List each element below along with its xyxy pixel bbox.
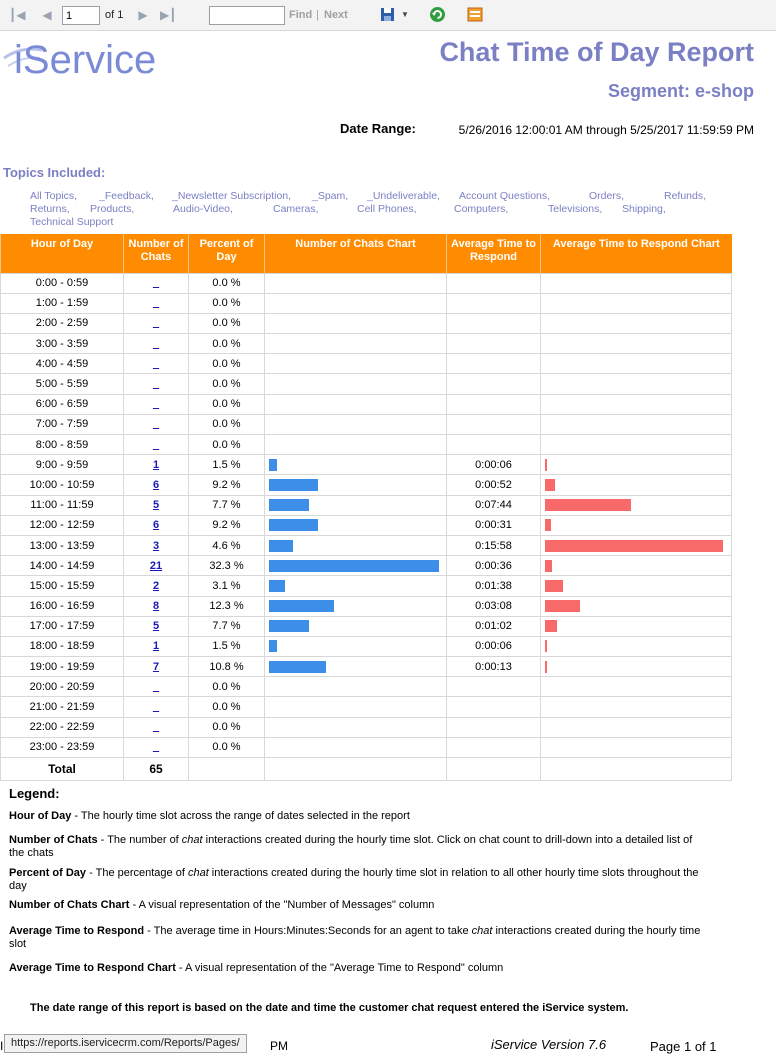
chats-chart-cell — [265, 394, 447, 414]
chat-count-link[interactable]: _ — [152, 701, 160, 714]
footer-fragment-pm: PM — [270, 1039, 288, 1053]
topic-item: Cell Phones, — [357, 203, 417, 215]
chat-count-link[interactable]: 21 — [149, 559, 163, 572]
hour-cell: 4:00 - 4:59 — [1, 354, 124, 374]
report-title: Chat Time of Day Report — [439, 37, 754, 67]
count-cell — [124, 717, 189, 737]
col-header-avg-time: Average Time to Respond — [447, 234, 541, 273]
hour-cell: 8:00 - 8:59 — [1, 435, 124, 455]
table-row — [1, 576, 732, 596]
chats-bar — [269, 499, 309, 511]
avg-time-cell — [447, 414, 541, 434]
percent-cell: 10.8 % — [189, 657, 265, 677]
chats-chart-cell — [265, 435, 447, 455]
percent-cell: 7.7 % — [189, 495, 265, 515]
chats-chart-cell — [265, 616, 447, 636]
avg-time-cell — [447, 717, 541, 737]
topic-item: Computers, — [454, 203, 509, 215]
table-row — [1, 435, 732, 455]
chats-chart-cell — [265, 414, 447, 434]
count-cell — [124, 394, 189, 414]
chat-count-link[interactable]: _ — [152, 357, 160, 370]
avg-time-cell: 0:00:06 — [447, 455, 541, 475]
avg-chart-cell — [541, 435, 732, 455]
total-label: Total — [1, 758, 124, 781]
topic-item: All Topics, — [30, 190, 78, 202]
topic-item: Audio-Video, — [173, 203, 233, 215]
chats-chart-cell — [265, 354, 447, 374]
percent-cell: 0.0 % — [189, 414, 265, 434]
legend-term: Average Time to Respond Chart — [9, 962, 176, 974]
report-table — [0, 234, 732, 781]
table-row — [1, 293, 732, 313]
avg-time-cell: 0:15:58 — [447, 535, 541, 555]
table-row — [1, 535, 732, 555]
footer-fragment: I — [0, 1039, 4, 1053]
date-range-value: 5/26/2016 12:00:01 AM through 5/25/2017 11:59:59 PM — [458, 123, 754, 137]
avg-time-bar — [545, 479, 555, 491]
topic-item: Shipping, — [622, 203, 666, 215]
count-cell — [124, 495, 189, 515]
table-row — [1, 515, 732, 535]
page-count-label: of 1 — [105, 9, 124, 21]
count-cell — [124, 556, 189, 576]
avg-chart-cell — [541, 556, 732, 576]
avg-chart-cell — [541, 495, 732, 515]
topic-item: Products, — [90, 203, 135, 215]
col-header-count: Number of Chats — [124, 234, 189, 273]
hour-cell: 17:00 - 17:59 — [1, 616, 124, 636]
avg-chart-cell — [541, 515, 732, 535]
avg-chart-cell — [541, 374, 732, 394]
chats-chart-cell — [265, 334, 447, 354]
percent-cell: 0.0 % — [189, 737, 265, 757]
chat-count-link[interactable]: 1 — [152, 458, 160, 471]
table-row — [1, 677, 732, 697]
avg-chart-cell — [541, 394, 732, 414]
chat-count-link[interactable]: _ — [152, 741, 160, 754]
chats-chart-cell — [265, 576, 447, 596]
hour-cell: 21:00 - 21:59 — [1, 697, 124, 717]
avg-chart-cell — [541, 677, 732, 697]
chats-chart-cell — [265, 596, 447, 616]
chats-bar — [269, 661, 326, 673]
percent-cell: 32.3 % — [189, 556, 265, 576]
topic-item: _Newsletter Subscription, — [172, 190, 292, 202]
avg-chart-cell — [541, 273, 732, 293]
avg-time-cell — [447, 334, 541, 354]
topic-item: _Feedback, — [99, 190, 154, 202]
chat-count-link[interactable]: _ — [152, 438, 160, 451]
legend-term: Average Time to Respond — [9, 925, 145, 937]
table-row — [1, 556, 732, 576]
hour-cell: 18:00 - 18:59 — [1, 636, 124, 656]
percent-cell: 1.5 % — [189, 636, 265, 656]
segment-label: Segment: e-shop — [607, 81, 754, 101]
chat-count-link[interactable]: 5 — [152, 499, 160, 512]
topic-item: Returns, — [30, 203, 70, 215]
version-label: iService Version 7.6 — [491, 1037, 607, 1052]
date-range-label: Date Range: — [340, 121, 416, 136]
chats-bar — [269, 620, 309, 632]
chat-count-link[interactable]: 2 — [152, 579, 160, 592]
last-page-icon[interactable]: ▶┃ — [160, 8, 177, 22]
col-header-chats-chart: Number of Chats Chart — [265, 234, 447, 273]
avg-chart-cell — [541, 717, 732, 737]
topic-item: Orders, — [589, 190, 625, 202]
chat-count-link[interactable]: _ — [152, 418, 160, 431]
col-header-avg-chart: Average Time to Respond Chart — [541, 234, 732, 273]
legend-term: Hour of Day — [9, 810, 72, 822]
page-info: Page 1 of 1 — [650, 1039, 717, 1054]
avg-time-cell: 0:00:52 — [447, 475, 541, 495]
chat-count-link[interactable]: _ — [152, 317, 160, 330]
legend-description: - A visual representation of the "Average Time to Respond" column — [175, 962, 504, 974]
previous-page-icon[interactable]: ◀ — [42, 8, 52, 22]
table-row — [1, 354, 732, 374]
chat-count-link[interactable]: _ — [152, 680, 160, 693]
avg-chart-cell — [541, 636, 732, 656]
topic-item: Technical Support — [30, 216, 114, 228]
count-cell — [124, 576, 189, 596]
chat-count-link[interactable]: _ — [152, 297, 160, 310]
table-row — [1, 737, 732, 757]
chats-chart-cell — [265, 636, 447, 656]
avg-time-bar — [545, 620, 557, 632]
chats-chart-cell — [265, 515, 447, 535]
avg-time-cell: 0:07:44 — [447, 495, 541, 515]
table-row — [1, 657, 732, 677]
chats-bar — [269, 519, 318, 531]
legend-item — [9, 834, 709, 860]
avg-chart-cell — [541, 414, 732, 434]
avg-time-bar — [545, 540, 723, 552]
hour-cell: 10:00 - 10:59 — [1, 475, 124, 495]
count-cell — [124, 334, 189, 354]
topic-item: Account Questions, — [459, 190, 551, 202]
avg-chart-cell — [541, 737, 732, 757]
export-icon[interactable] — [380, 7, 396, 22]
percent-cell: 3.1 % — [189, 576, 265, 596]
avg-time-cell: 0:00:36 — [447, 556, 541, 576]
avg-time-cell — [447, 677, 541, 697]
legend-description: - A visual representation of the "Number of Messages" column — [129, 899, 435, 911]
chat-count-link[interactable]: _ — [152, 337, 160, 350]
count-cell — [124, 455, 189, 475]
table-row — [1, 616, 732, 636]
avg-chart-cell — [541, 334, 732, 354]
avg-time-bar — [545, 499, 631, 511]
count-cell — [124, 354, 189, 374]
avg-chart-cell — [541, 576, 732, 596]
report-viewer-toolbar — [0, 0, 776, 31]
next-page-icon[interactable]: ▶ — [138, 8, 148, 22]
percent-cell: 0.0 % — [189, 273, 265, 293]
toolbar-separator: | — [316, 9, 319, 21]
avg-chart-cell — [541, 475, 732, 495]
legend-description-end: interactions created during the hourly time slot — [9, 925, 701, 950]
topic-item: Refunds, — [664, 190, 707, 202]
avg-chart-cell — [541, 535, 732, 555]
avg-time-cell — [447, 435, 541, 455]
count-cell — [124, 293, 189, 313]
chat-count-link[interactable]: 7 — [152, 660, 160, 673]
col-header-percent: Percent of Day — [189, 234, 265, 273]
legend-description: - The hourly time slot across the range of dates selected in the report — [71, 810, 410, 822]
chats-bar — [269, 540, 293, 552]
chats-chart-cell — [265, 556, 447, 576]
topic-item: Cameras, — [273, 203, 319, 215]
percent-cell: 0.0 % — [189, 313, 265, 333]
table-header-row — [1, 234, 732, 273]
percent-cell: 0.0 % — [189, 374, 265, 394]
count-cell — [124, 414, 189, 434]
count-cell — [124, 596, 189, 616]
hour-cell: 9:00 - 9:59 — [1, 455, 124, 475]
percent-cell: 0.0 % — [189, 677, 265, 697]
chats-chart-cell — [265, 313, 447, 333]
avg-chart-cell — [541, 616, 732, 636]
chats-chart-cell — [265, 657, 447, 677]
avg-time-cell — [447, 374, 541, 394]
chats-chart-cell — [265, 737, 447, 757]
avg-time-cell: 0:01:38 — [447, 576, 541, 596]
legend-description: - The percentage of — [86, 867, 188, 879]
count-cell — [124, 737, 189, 757]
percent-cell: 7.7 % — [189, 616, 265, 636]
chats-chart-cell — [265, 697, 447, 717]
chats-chart-cell — [265, 273, 447, 293]
percent-cell: 12.3 % — [189, 596, 265, 616]
avg-time-bar — [545, 640, 547, 652]
legend-emphasis: chat — [187, 867, 209, 879]
avg-chart-cell — [541, 455, 732, 475]
legend-description: - The number of — [97, 834, 182, 846]
hour-cell: 14:00 - 14:59 — [1, 556, 124, 576]
total-empty-cell — [541, 758, 732, 781]
avg-time-cell — [447, 737, 541, 757]
page-number-input[interactable] — [62, 6, 100, 25]
avg-time-cell — [447, 273, 541, 293]
avg-chart-cell — [541, 596, 732, 616]
avg-time-cell: 0:00:13 — [447, 657, 541, 677]
chat-count-link[interactable]: 8 — [152, 600, 160, 613]
avg-time-bar — [545, 600, 580, 612]
avg-time-cell: 0:00:31 — [447, 515, 541, 535]
hour-cell: 0:00 - 0:59 — [1, 273, 124, 293]
hour-cell: 7:00 - 7:59 — [1, 414, 124, 434]
avg-chart-cell — [541, 293, 732, 313]
table-row — [1, 455, 732, 475]
percent-cell: 4.6 % — [189, 535, 265, 555]
table-row — [1, 374, 732, 394]
chats-chart-cell — [265, 717, 447, 737]
legend-term: Number of Chats — [9, 834, 98, 846]
avg-time-cell — [447, 394, 541, 414]
percent-cell: 9.2 % — [189, 475, 265, 495]
logo-text: iService — [14, 38, 157, 82]
avg-chart-cell — [541, 697, 732, 717]
count-cell — [124, 313, 189, 333]
chat-count-link[interactable]: _ — [152, 721, 160, 734]
hour-cell: 13:00 - 13:59 — [1, 535, 124, 555]
table-row — [1, 313, 732, 333]
avg-time-cell — [447, 293, 541, 313]
chats-chart-cell — [265, 455, 447, 475]
hour-cell: 3:00 - 3:59 — [1, 334, 124, 354]
table-row — [1, 596, 732, 616]
avg-time-cell: 0:01:02 — [447, 616, 541, 636]
legend-item — [9, 899, 709, 912]
table-row — [1, 414, 732, 434]
first-page-icon[interactable]: ┃◀ — [9, 8, 26, 22]
find-next-link[interactable]: Next — [324, 9, 348, 21]
refresh-icon[interactable] — [429, 6, 446, 23]
col-header-hour: Hour of Day — [1, 234, 124, 273]
count-cell — [124, 636, 189, 656]
count-cell — [124, 535, 189, 555]
avg-time-bar — [545, 580, 563, 592]
total-row — [1, 758, 732, 781]
legend-item — [9, 810, 709, 823]
hour-cell: 15:00 - 15:59 — [1, 576, 124, 596]
chats-chart-cell — [265, 475, 447, 495]
percent-cell: 0.0 % — [189, 717, 265, 737]
avg-time-cell — [447, 313, 541, 333]
count-cell — [124, 616, 189, 636]
hour-cell: 2:00 - 2:59 — [1, 313, 124, 333]
table-row — [1, 636, 732, 656]
percent-cell: 0.0 % — [189, 293, 265, 313]
legend-item — [9, 925, 709, 951]
table-row — [1, 697, 732, 717]
avg-chart-cell — [541, 313, 732, 333]
total-value: 65 — [124, 758, 189, 781]
count-cell — [124, 273, 189, 293]
count-cell — [124, 515, 189, 535]
count-cell — [124, 475, 189, 495]
chats-chart-cell — [265, 495, 447, 515]
avg-time-cell: 0:00:06 — [447, 636, 541, 656]
percent-cell: 0.0 % — [189, 697, 265, 717]
chat-count-link[interactable]: 1 — [152, 640, 160, 653]
hour-cell: 11:00 - 11:59 — [1, 495, 124, 515]
table-row — [1, 717, 732, 737]
avg-time-cell — [447, 354, 541, 374]
avg-chart-cell — [541, 657, 732, 677]
chats-chart-cell — [265, 535, 447, 555]
hour-cell: 1:00 - 1:59 — [1, 293, 124, 313]
avg-time-cell: 0:03:08 — [447, 596, 541, 616]
legend-item — [9, 867, 709, 893]
percent-cell: 0.0 % — [189, 394, 265, 414]
chats-chart-cell — [265, 293, 447, 313]
table-row — [1, 394, 732, 414]
legend-title: Legend: — [9, 786, 60, 801]
hour-cell: 19:00 - 19:59 — [1, 657, 124, 677]
find-link[interactable]: Find — [289, 9, 313, 21]
avg-chart-cell — [541, 354, 732, 374]
total-empty-cell — [189, 758, 265, 781]
topic-item: _Spam, — [312, 190, 349, 202]
export-dropdown-icon[interactable]: ▼ — [401, 10, 409, 19]
percent-cell: 9.2 % — [189, 515, 265, 535]
table-row — [1, 273, 732, 293]
table-row — [1, 475, 732, 495]
chats-bar — [269, 560, 439, 572]
table-row — [1, 334, 732, 354]
hour-cell: 22:00 - 22:59 — [1, 717, 124, 737]
topic-item: Televisions, — [548, 203, 603, 215]
chats-bar — [269, 459, 277, 471]
chats-bar — [269, 580, 285, 592]
chat-count-link[interactable]: 6 — [152, 478, 160, 491]
chat-count-link[interactable]: _ — [152, 378, 160, 391]
avg-time-bar — [545, 560, 552, 572]
hour-cell: 20:00 - 20:59 — [1, 677, 124, 697]
legend-description-end: interactions created during the hourly time slot in relation to all other hourly time slots throughout the day — [9, 867, 699, 892]
chats-bar — [269, 600, 334, 612]
chat-count-link[interactable]: _ — [152, 398, 160, 411]
avg-time-cell — [447, 697, 541, 717]
topics-title: Topics Included: — [3, 165, 106, 180]
hour-cell: 23:00 - 23:59 — [1, 737, 124, 757]
avg-time-bar — [545, 519, 551, 531]
count-cell — [124, 697, 189, 717]
total-empty-cell — [447, 758, 541, 781]
chat-count-link[interactable]: _ — [152, 277, 160, 290]
percent-cell: 0.0 % — [189, 354, 265, 374]
count-cell — [124, 677, 189, 697]
print-layout-icon[interactable] — [467, 7, 483, 22]
hour-cell: 5:00 - 5:59 — [1, 374, 124, 394]
legend-emphasis: chat — [471, 925, 493, 937]
find-input[interactable] — [209, 6, 285, 25]
percent-cell: 1.5 % — [189, 455, 265, 475]
chat-count-link[interactable]: 3 — [152, 539, 160, 552]
legend-item — [9, 962, 709, 975]
chat-count-link[interactable]: 5 — [152, 620, 160, 633]
hour-cell: 16:00 - 16:59 — [1, 596, 124, 616]
count-cell — [124, 657, 189, 677]
legend-term: Number of Chats Chart — [9, 899, 130, 911]
count-cell — [124, 435, 189, 455]
avg-time-bar — [545, 459, 547, 471]
chats-chart-cell — [265, 677, 447, 697]
legend-emphasis: chat — [181, 834, 203, 846]
status-url-tooltip: https://reports.iservicecrm.com/Reports/Pages/ — [4, 1034, 247, 1053]
table-row — [1, 495, 732, 515]
legend-description: - The average time in Hours:Minutes:Seconds for an agent to take — [144, 925, 472, 937]
date-range-note: The date range of this report is based on the date and time the customer chat request entered the iService system. — [30, 1002, 629, 1014]
chat-count-link[interactable]: 6 — [152, 519, 160, 532]
hour-cell: 6:00 - 6:59 — [1, 394, 124, 414]
count-cell — [124, 374, 189, 394]
avg-time-bar — [545, 661, 547, 673]
total-empty-cell — [265, 758, 447, 781]
legend-description-end: interactions created during the hourly time slot. Click on chat count to drill-down into a detailed list of the chats — [9, 834, 693, 859]
percent-cell: 0.0 % — [189, 435, 265, 455]
chats-chart-cell — [265, 374, 447, 394]
chats-bar — [269, 640, 277, 652]
percent-cell: 0.0 % — [189, 334, 265, 354]
legend-term: Percent of Day — [9, 867, 87, 879]
topic-item: _Undeliverable, — [367, 190, 440, 202]
hour-cell: 12:00 - 12:59 — [1, 515, 124, 535]
chats-bar — [269, 479, 318, 491]
